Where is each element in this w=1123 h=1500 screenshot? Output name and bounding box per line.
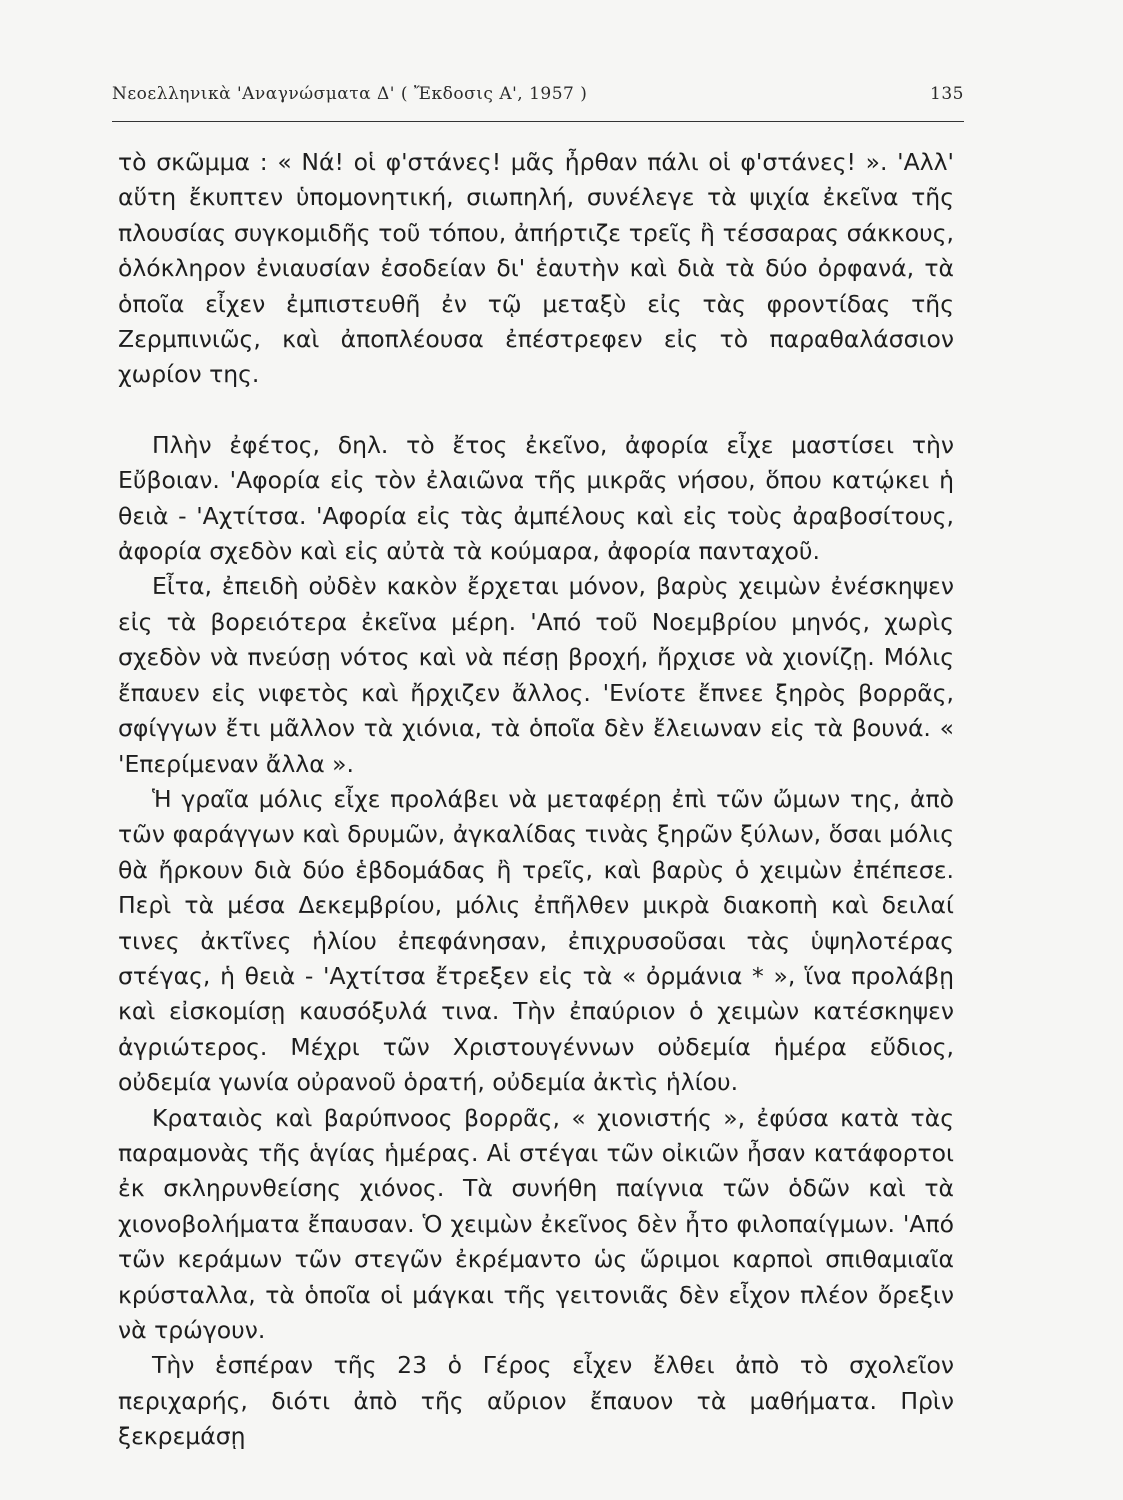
header-rule [112,121,964,122]
page-number: 135 [930,84,964,104]
paragraph: Πλὴν ἐφέτος, δηλ. τὸ ἔτος ἐκεῖνο, ἀφορία εἶχε μαστίσει τὴν Εὔβοιαν. 'Αφορία εἰς τὸν ἐλαιῶνα τῆς μικρᾶς νήσου, ὅπου κατῴκει ἡ θειὰ - 'Αχτίτσα. 'Αφορία εἰς τὰς ἀμπέλους καὶ εἰς τοὺς ἀραβοσίτους, ἀφορία σχεδὸν καὶ εἰς αὐτὰ τὰ κούμαρα, ἀφορία πανταχοῦ. [118,430,954,566]
paragraph: Τὴν ἑσπέραν τῆς 23 ὁ Γέρος εἶχεν ἔλθει ἀπὸ τὸ σχολεῖον περιχαρής, διότι ἀπὸ τῆς αὔριον ἔπαυον τὰ μαθήματα. Πρὶν ξεκρεμάσῃ [118,1351,954,1451]
paragraph: Ἡ γραῖα μόλις εἶχε προλάβει νὰ μεταφέρῃ ἐπὶ τῶν ὤμων της, ἀπὸ τῶν φαράγγων καὶ δρυμῶν, ἀγκαλίδας τινὰς ξηρῶν ξύλων, ὅσαι μόλις θὰ ἤρκουν διὰ δύο ἑβδομάδας ἢ τρεῖς, καὶ βαρὺς ὁ χειμὼν ἐπέπεσε. Περὶ τὰ μέσα Δεκεμβρίου, μόλις ἐπῆλθεν μικρὰ διακοπὴ καὶ δειλαί τινες ἀκτῖνες ἡλίου ἐπεφάνησαν, ἐπιχρυσοῦσαι τὰς ὑψηλοτέρας στέγας, ἡ θειὰ - 'Αχτίτσα ἔτρεξεν εἰς τὰ « ὀρμάνια * », ἵνα προλάβῃ καὶ εἰσκομίσῃ καυσόξυλά τινα. Τὴν ἐπαύριον ὁ χειμὼν κατέσκηψεν ἀγριώτερος. Μέχρι τῶν Χριστουγέννων οὐδεμία ἡμέρα εὔδιος, οὐδεμία γωνία οὐρανοῦ ὁρατή, οὐδεμία ἀκτὶς ἡλίου. [118,784,954,1097]
paragraph-continued: τὸ σκῶμμα : « Νά! οἱ φ'στάνες! μᾶς ἦρθαν πάλι οἱ φ'στάνες! ». 'Αλλ' αὕτη ἔκυπτεν ὑπομονητική, σιωπηλή, συνέλεγε τὰ ψιχία ἐκεῖνα τῆς πλουσίας συγκομιδῆς τοῦ τόπου, ἀπήρτιζε τρεῖς ἢ τέσσαρας σάκκους, ὁλόκληρον ἐνιαυσίαν ἐσοδείαν δι' ἑαυτὴν καὶ διὰ τὰ δύο ὀρφανά, τὰ ὁποῖα εἶχεν ἐμπιστευθῆ ἐν τῷ μεταξὺ εἰς τὰς φροντίδας τῆς Ζερμπινιῶς, καὶ ἀποπλέουσα ἐπέστρεφεν εἰς τὸ παραθαλάσσιον χωρίον της. [118,148,954,389]
paragraph: Εἶτα, ἐπειδὴ οὐδὲν κακὸν ἔρχεται μόνον, βαρὺς χειμὼν ἐνέσκηψεν εἰς τὰ βορειότερα ἐκεῖνα μέρη. 'Από τοῦ Νοεμβρίου μηνός, χωρὶς σχεδὸν νὰ πνεύσῃ νότος καὶ νὰ πέσῃ βροχή, ἤρχισε νὰ χιονίζῃ. Μόλις ἔπαυεν εἰς νιφετὸς καὶ ἤρχιζεν ἄλλος. 'Ενίοτε ἔπνεε ξηρὸς βορρᾶς, σφίγγων ἔτι μᾶλλον τὰ χιόνια, τὰ ὁποῖα δὲν ἔλειωναν εἰς τὰ βουνά. « 'Επερίμεναν ἄλλα ». [118,572,954,778]
running-title: Νεοελληνικὰ 'Αναγνώσματα Δ' ( Ἔκδοσις Α', 1957 ) [112,84,588,104]
running-head [112,84,964,110]
body-text [118,145,954,1455]
paragraph: Κραταιὸς καὶ βαρύπνοος βορρᾶς, « χιονιστής », ἐφύσα κατὰ τὰς παραμονὰς τῆς ἁγίας ἡμέρας. Αἱ στέγαι τῶν οἰκιῶν ἦσαν κατάφορτοι ἐκ σκληρυνθείσης χιόνος. Τὰ συνήθη παίγνια τῶν ὁδῶν καὶ τὰ χιονοβολήματα ἔπαυσαν. Ὁ χειμὼν ἐκεῖνος δὲν ἦτο φιλοπαίγμων. 'Από τῶν κεράμων τῶν στεγῶν ἐκρέμαντο ὡς ὥριμοι καρποὶ σπιθαμιαῖα κρύσταλλα, τὰ ὁποῖα οἱ μάγκαι τῆς γειτονιᾶς δὲν εἶχον πλέον ὄρεξιν νὰ τρώγουν. [118,1103,954,1344]
